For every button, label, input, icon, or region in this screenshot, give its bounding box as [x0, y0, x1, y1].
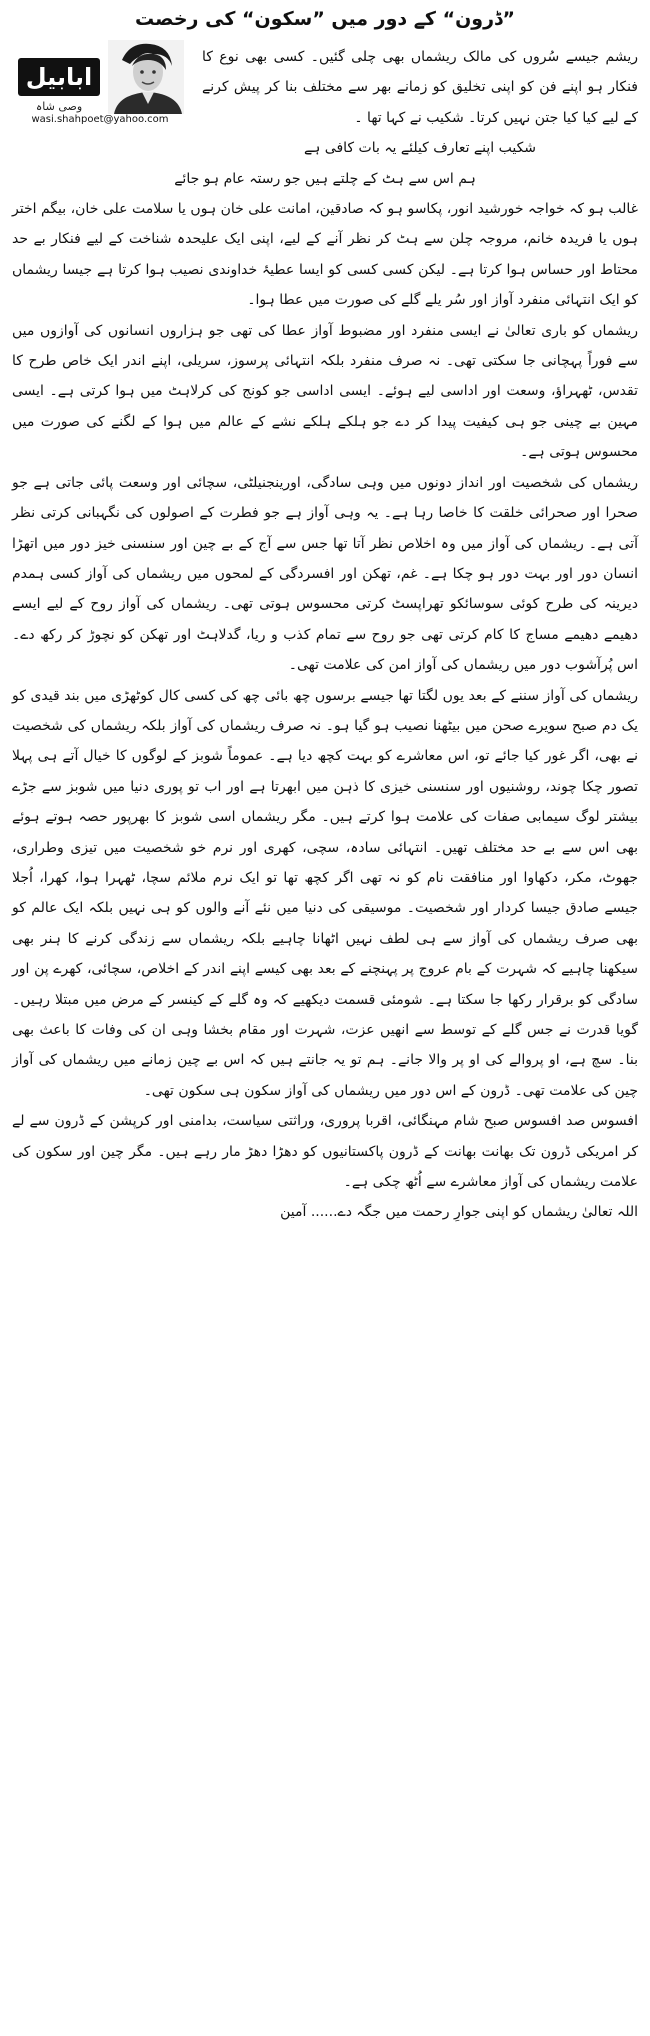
- paragraph-7: اللہ تعالیٰ ریشماں کو اپنی جوارِ رحمت میں جگہ دے...... آمین: [280, 1204, 638, 1221]
- paragraph-2: غالب ہو کہ خواجہ خورشید انور، پکاسو ہو کہ صادقین، امانت علی خان ہوں یا سلامت علی خان، بیگم اختر ہوں یا فریدہ خانم، مروجہ چلن سے ہٹ کر نظر آنے کے لیے، اپنی ایک علیحدہ شناخت کے لیے فنکار بے حد محتاط اور حساس ہوا کرتا ہے۔ لیکن کسی کسی کو ایسا عطیۂ خداوندی نصیب ہوا کرتا ہے جیسا ریشماں کو ایک انتہائی منفرد آواز اور سُر یلے گلے کی صورت میں عطا ہوا۔: [12, 201, 638, 309]
- paragraph-1: ریشم جیسے سُروں کی مالک ریشماں بھی چلی گئیں۔ کسی بھی نوع کا فنکار ہو اپنے فن کو اپنی تخلیق کو زمانے بھر سے مختلف بنا کر پیش کرنے کے لیے کیا کیا جتن نہیں کرتا۔ شکیب نے کہا تھا ۔: [202, 49, 638, 126]
- byline-spacer: [12, 42, 202, 134]
- couplet-line-2: ہم اس سے ہٹ کے چلتے ہیں جو رستہ عام ہو جائے: [174, 170, 476, 187]
- author-name: وصی شاہ: [35, 100, 83, 113]
- column-logo: ابابیل: [18, 58, 100, 96]
- paragraph-5: ریشماں کی آواز سننے کے بعد یوں لگتا تھا جیسے برسوں چھ بائی چھ کی کسی کال کوٹھڑی میں بند قیدی کو یک دم صبح سویرے صحن میں بیٹھنا نصیب ہو گیا ہو۔ نہ صرف ریشماں کی آواز بلکہ ریشماں کی شخصیت نے بھی، اگر غور کیا جائے تو، اس معاشرے کو بہت کچھ دیا ہے۔ عموماً شوبز کے لوگوں کا خیال آتے ہی پہلا تصور چکا چوند، روشنیوں اور سنسنی خیزی کا ذہن میں ابھرتا ہے اور اب تو پوری دنیا میں شوبز سے جڑے بیشتر لوگ سیمابی صفات کی علامت ہوا کرتے ہیں۔ مگر ریشماں اسی شوبز کا بھرپور حصہ ہوتے ہوئے بھی اس سے بے حد مختلف تھیں۔ انتہائی سادہ، سچی، کھری اور نرم خو شخصیت میں تیزی وطراری، جھوٹ، مکر، دکھاوا اور منافقت نام کو نہ تھی اگر کچھ تھا تو ایک نرم ملائم سچا، ٹھہرا ہوا، کھرا، اُجلا جیسے صادق جیسا کردار اور شخصیت۔ موسیقی کی دنیا میں نئے آنے والوں کو ہی نہیں بلکہ ایک عالم کو بھی صرف ریشماں کی آواز سے ہی لطف نہیں اٹھانا چاہیے بلکہ ریشماں سے زندگی کرنے کا ہنر بھی سیکھنا چاہیے کہ شہرت کے بام عروج پر پہنچنے کے بعد بھی کیسے اپنے اندر کے اخلاص، سچائی، کھرے پن اور سادگی کو برقرار رکھا جا سکتا ہے۔ شومئی قسمت دیکھیے کہ وہ گلے کے کینسر کے مرض میں مبتلا رہیں۔ گویا قدرت نے جس گلے کے توسط سے انھیں عزت، شہرت اور مقام بخشا وہی ان کی وفات کا باعث بھی بنا۔ سچ ہے، او پروالے کی او پر والا جانے۔ ہم تو یہ جانتے ہیں کہ اس بے چین زمانے میں ریشماں کی آواز چین کی علامت تھی۔ ڈرون کے اس دور میں ریشماں کی آواز سکون ہی سکون تھی۔: [12, 687, 638, 1099]
- paragraph-3: ریشماں کو باری تعالیٰ نے ایسی منفرد اور مضبوط آواز عطا کی تھی جو ہزاروں انسانوں کی آوازوں میں سے فوراً پہچانی جا سکتی تھی۔ نہ صرف منفرد بلکہ انتہائی پرسوز، سریلی، اپنے اندر ایک خاص طرح کا تقدس، ٹھہراؤ، وسعت اور اداسی لیے ہوئے۔ ایسی اداسی جو کونج کی کرلاہٹ میں ہوا کرتی ہے۔ ایسی مہین بے چینی جو ہی کیفیت پیدا کر دے جو ہلکے ہلکے نشے کے عالم میں ہوا کے لگنے کی صورت میں محسوس ہوتی ہے۔: [12, 322, 638, 461]
- paragraph-6: افسوس صد افسوس صبح شام مہنگائی، اقربا پروری، وراثتی سیاست، بدامنی اور کرپشن کے ڈرون سے لے کر امریکی ڈرون تک بھانت بھانت کے ڈرون پاکستانیوں کو دھڑا دھڑ مار رہے ہیں۔ مگر چین اور سکون کی علامت ریشماں کی آواز معاشرے سے اُٹھ چکی ہے۔: [12, 1113, 638, 1191]
- author-email: wasi.shahpoet@yahoo.com: [31, 114, 169, 125]
- article-headline: ”ڈرون“ کے دور میں ”سکون“ کی رخصت: [135, 8, 515, 30]
- paragraph-4: ریشماں کی شخصیت اور انداز دونوں میں وہی سادگی، اورینجنیلٹی، سچائی اور وسعت پائی جاتی ہے جو صحرا اور صحرائی خلقت کا خاصا رہا ہے۔ یہ وہی آواز ہے جو فطرت کے اصولوں کی نگہبانی کرتی نظر آتی ہے۔ ریشماں کی آواز میں وہ اخلاص نظر آتا تھا جس سے آج کے بے چین اور سنسنی خیز دور میں اتھڑا انسان دور اور بہت دور ہو چکا ہے۔ غم، تھکن اور افسردگی کے لمحوں میں ریشماں کی آواز کسی ہمدم دیرینہ کی طرح کوئی سوسائکو تھراپسٹ کرتی محسوس ہوتی تھی۔ ریشماں کی آواز روح کے لیے ایسے دھیمے دھیمے مساج کا کام کرتی تھی جو روح سے تمام کذب و ریا، گدلاہٹ اور تھکن کو نچوڑ کر رکھ دے۔ اس پُرآشوب دور میں ریشماں کی آواز امن کی علامت تھی۔: [12, 474, 638, 674]
- poetry-couplet: [12, 133, 638, 194]
- article-body: [12, 42, 638, 1228]
- couplet-line-1: شکیب اپنے تعارف کیلئے یہ بات کافی ہے: [303, 140, 537, 157]
